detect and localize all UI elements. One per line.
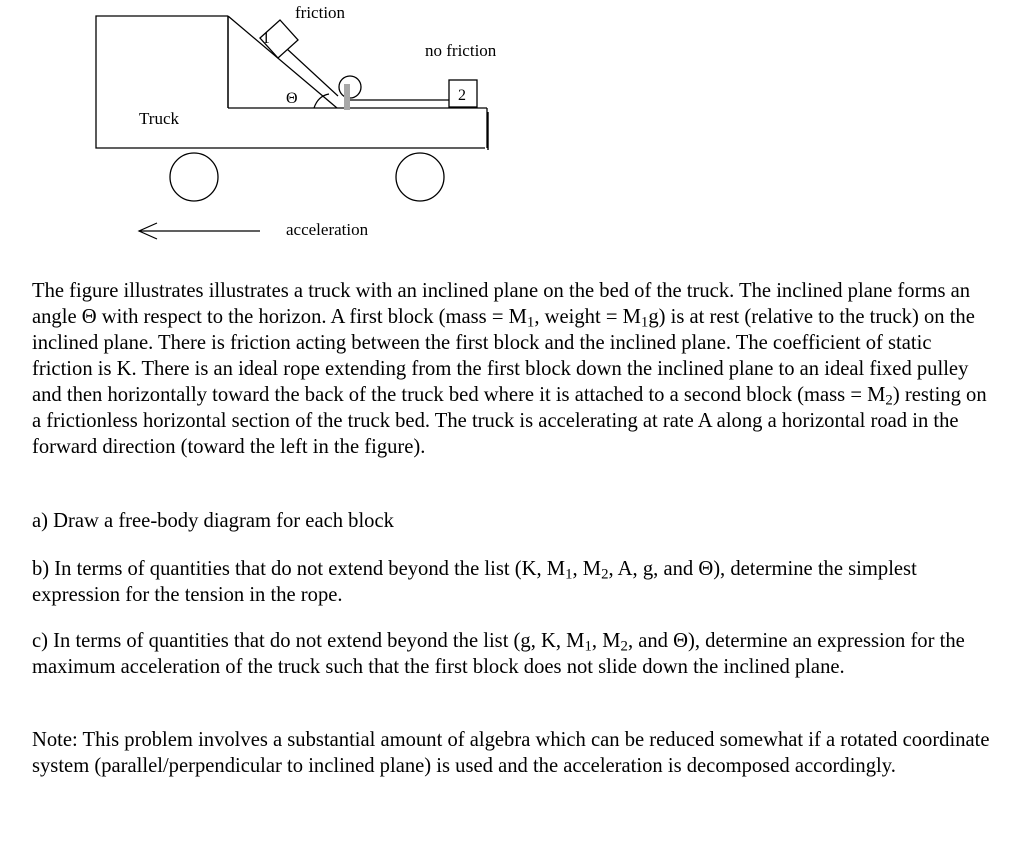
note-paragraph: Note: This problem involves a substantial amount of algebra which can be reduced somewhat if a rotated coordinate system (parallel/perpendicular to inclined plane) is used and the acceleration is decomposed accordingly. — [32, 729, 990, 777]
block-2-label: 2 — [458, 87, 466, 104]
rear-wheel — [396, 153, 444, 201]
truck-diagram — [0, 0, 1024, 270]
truck-label: Truck — [139, 109, 179, 128]
question-c: c) In terms of quantities that do not extend beyond the list (g, K, $M_1$, $M_2$, and Θ), determine an expression for the maximum acceleration of the truck such that the first block does not slide down the inclined plane. — [32, 630, 965, 678]
front-wheel — [170, 153, 218, 201]
angle-arc — [314, 94, 329, 108]
no-friction-label: no friction — [425, 41, 497, 60]
problem-intro: The figure illustrates illustrates a truck with an inclined plane on the bed of the truck. The inclined plane forms an angle Θ with respect to the horizon. A first block (mass = $M_1$, weight = $M_1g$) is at rest (relative to the truck) on the inclined plane. There is friction acting between the first block and the inclined plane. The coefficient of static friction is K. There is an ideal rope extending from the first block down the inclined plane to an ideal fixed pulley and then horizontally toward the back of the truck bed where it is attached to a second block (mass = $M_2$) resting on a frictionless horizontal section of the truck bed. The truck is accelerating at rate A along a horizontal road in the forward direction (toward the left in the figure). — [32, 280, 987, 458]
block-2 — [449, 80, 477, 107]
block-1 — [260, 20, 298, 58]
theta-label: Θ — [286, 90, 298, 107]
acceleration-label: acceleration — [286, 220, 369, 239]
block-1-label: 1 — [262, 30, 270, 47]
acceleration-arrow — [139, 223, 260, 239]
pulley — [339, 76, 361, 110]
question-b: b) In terms of quantities that do not extend beyond the list (K, $M_1$, $M_2$, A, g, and Θ), determine the simplest expression for the tension in the rope. — [32, 558, 917, 606]
question-a: a) Draw a free-body diagram for each block — [32, 510, 394, 532]
friction-label: friction — [295, 3, 346, 22]
